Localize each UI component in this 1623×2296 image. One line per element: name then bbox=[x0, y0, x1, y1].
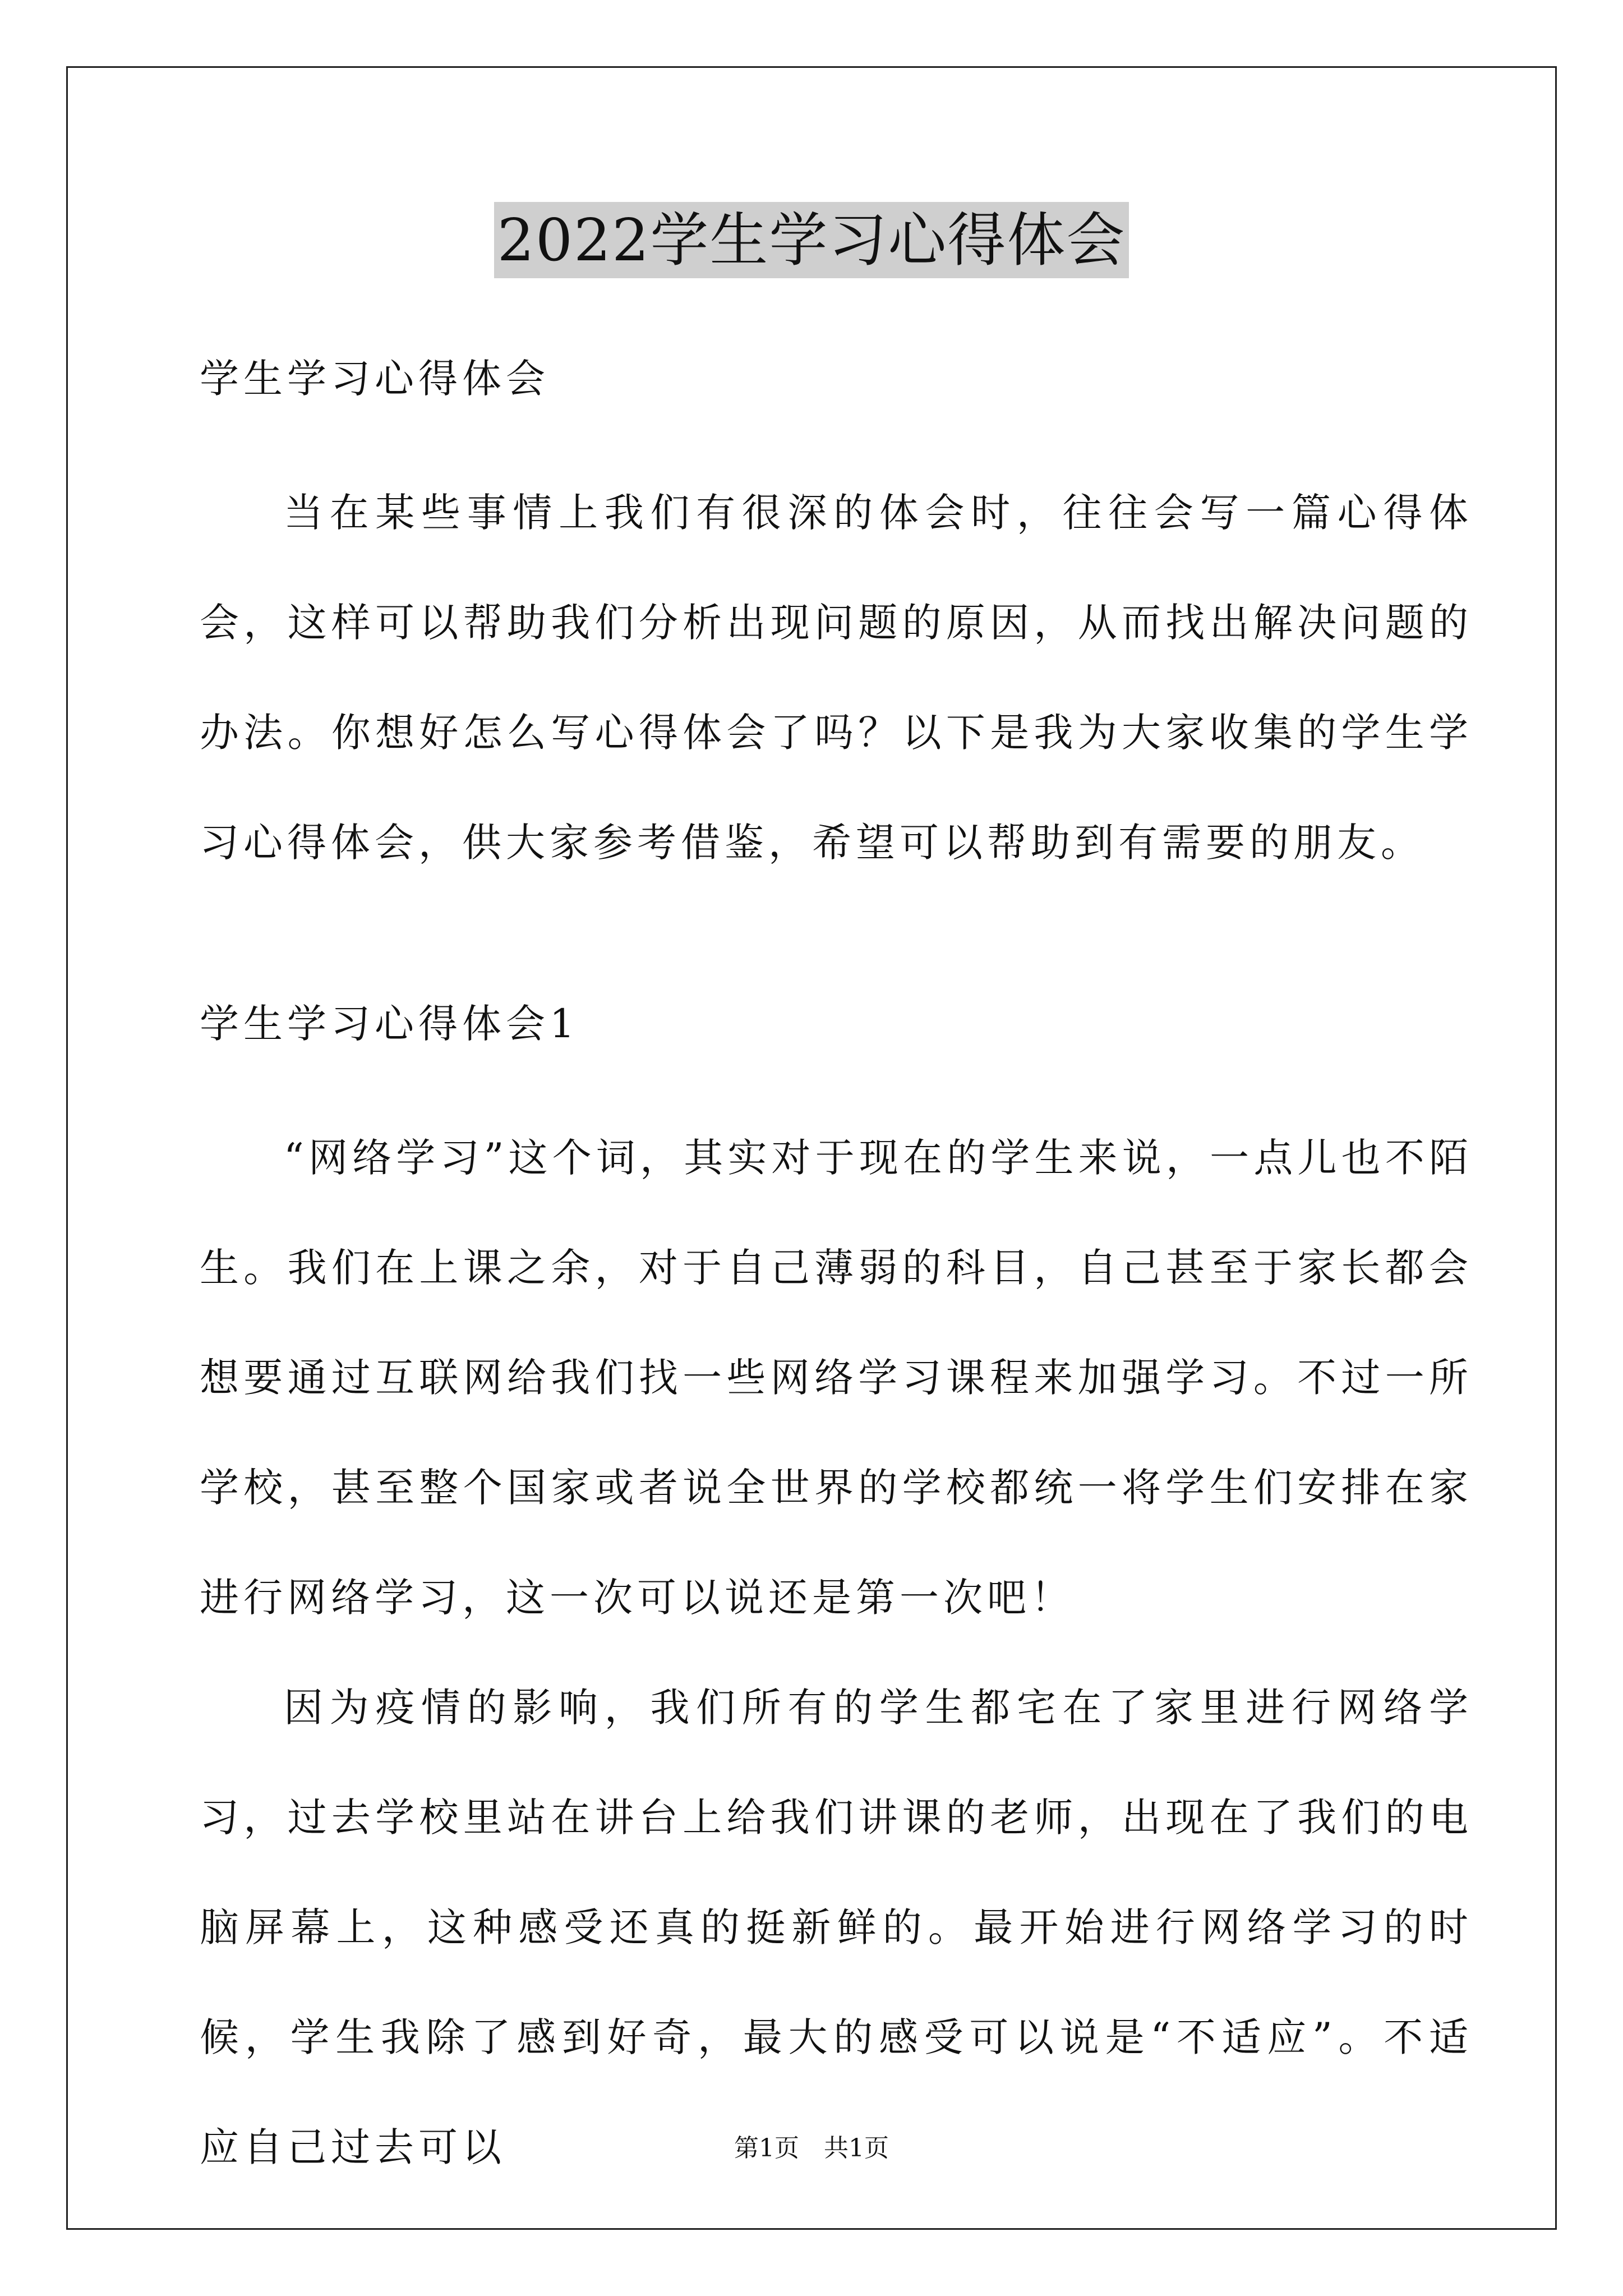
document-title: 2022学生学习心得体会 bbox=[494, 202, 1129, 278]
title-container bbox=[0, 202, 1623, 278]
document-body bbox=[200, 348, 1473, 2202]
section1-heading: 学生学习心得体会1 bbox=[200, 1001, 579, 1047]
intro-heading: 学生学习心得体会 bbox=[200, 356, 550, 402]
section1-paragraph-2: 因为疫情的影响，我们所有的学生都宅在了家里进行网络学习，过去学校里站在讲台上给我们讲课的老师，出现在了我们的电脑屏幕上，这种感受还真的挺新鲜的。最开始进行网络学习的时候，学生我除了感到好奇，最大的感受可以说是“不适应”。不适应自己过去可以 bbox=[200, 1685, 1473, 2170]
section1-paragraph-1: “网络学习”这个词，其实对于现在的学生来说，一点儿也不陌生。我们在上课之余，对于自己薄弱的科目，自己甚至于家长都会想要通过互联网给我们找一些网络学习课程来加强学习。不过一所学校，甚至整个国家或者说全世界的学校都统一将学生们安排在家进行网络学习，这一次可以说还是第一次吧！ bbox=[200, 1135, 1473, 1621]
page-footer: 第1页 共1页 bbox=[734, 2134, 889, 2162]
intro-paragraph: 当在某些事情上我们有很深的体会时，往往会写一篇心得体会，这样可以帮助我们分析出现问题的原因，从而找出解决问题的办法。你想好怎么写心得体会了吗？以下是我为大家收集的学生学习心得体会，供大家参考借鉴，希望可以帮助到有需要的朋友。 bbox=[200, 490, 1473, 866]
